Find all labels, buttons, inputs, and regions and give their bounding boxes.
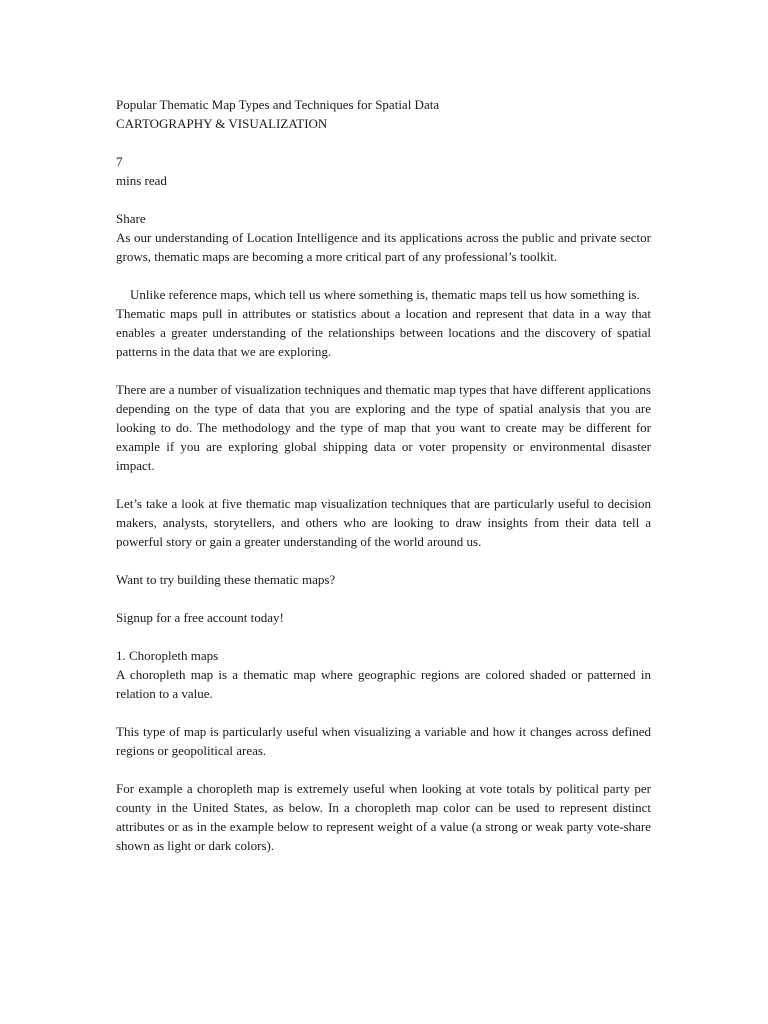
reference-vs-thematic-paragraph: Unlike reference maps, which tell us where something is, thematic maps tell us how something is. — [130, 287, 640, 302]
article-title: Popular Thematic Map Types and Techniques for Spatial Data — [116, 97, 440, 112]
cta-question: Want to try building these thematic maps? — [116, 572, 336, 587]
intro-paragraph: As our understanding of Location Intelligence and its applications across the public and private sector grows, thematic maps are becoming a more critical part of any professional’s toolkit. — [116, 230, 651, 264]
document-page — [116, 95, 651, 855]
share-link[interactable]: Share — [116, 211, 146, 226]
choropleth-usefulness-paragraph: This type of map is particularly useful when visualizing a variable and how it changes across defined regions or geopolitical areas. — [116, 724, 651, 758]
read-time-number: 7 — [116, 154, 123, 169]
section-heading-choropleth: 1. Choropleth maps — [116, 648, 219, 663]
five-techniques-paragraph: Let’s take a look at five thematic map visualization techniques that are particularly useful to decision makers, analysts, storytellers, and others who are looking to draw insights from their data tell a powerful story or gain a greater understanding of the world around us. — [116, 496, 651, 549]
article-category: CARTOGRAPHY & VISUALIZATION — [116, 116, 328, 131]
thematic-maps-paragraph: Thematic maps pull in attributes or statistics about a location and represent that data in a way that enables a greater understanding of the relationships between locations and the discovery of spatial patterns in the data that we are exploring. — [116, 306, 651, 359]
techniques-paragraph: There are a number of visualization techniques and thematic map types that have different applications depending on the type of data that you are exploring and the type of spatial analysis that you are looking to do. The methodology and the type of map that you want to create may be different for example if you are exploring global shipping data or voter propensity or environmental disaster impact. — [116, 382, 651, 473]
choropleth-example-paragraph: For example a choropleth map is extremely useful when looking at vote totals by political party per county in the United States, as below. In a choropleth map color can be used to represent distinct attributes or as in the example below to represent weight of a value (a strong or weak party vote-share shown as light or dark colors). — [116, 781, 651, 853]
choropleth-definition-paragraph: A choropleth map is a thematic map where geographic regions are colored shaded or patterned in relation to a value. — [116, 667, 651, 701]
signup-link[interactable]: Signup for a free account today! — [116, 610, 284, 625]
read-time-label: mins read — [116, 173, 167, 188]
